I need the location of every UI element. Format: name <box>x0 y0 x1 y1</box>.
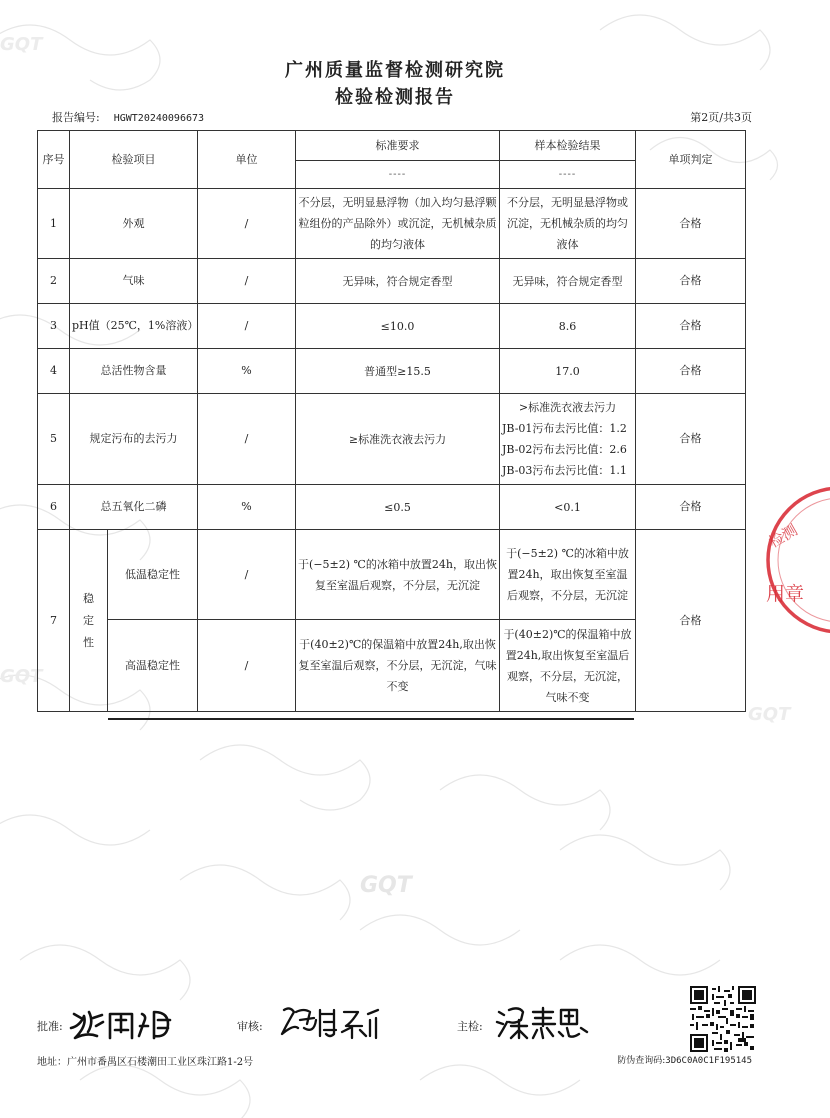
table-row <box>38 530 746 620</box>
header-unit: 单位 <box>198 131 296 189</box>
verify-code: 3D6C0A0C1F195145 <box>665 1056 752 1066</box>
row-group-stability: 稳定性 <box>70 530 108 712</box>
row-no: 1 <box>38 189 70 259</box>
row-standard: 于(40±2)℃的保温箱中放置24h,取出恢复至室温后观察，不分层，无沉淀，气味不变 <box>296 620 500 712</box>
row-unit: / <box>198 259 296 304</box>
row-standard: 无异味，符合规定香型 <box>296 259 500 304</box>
row-standard: 普通型≥15.5 <box>296 349 500 394</box>
row-verdict: 合格 <box>636 259 746 304</box>
row-result: 8.6 <box>500 304 636 349</box>
row-standard: ≥标准洗衣液去污力 <box>296 394 500 485</box>
qr-code-icon <box>690 986 756 1052</box>
gqt-watermark-logo: GQT <box>360 873 412 898</box>
row-verdict: 合格 <box>636 304 746 349</box>
row-no: 3 <box>38 304 70 349</box>
row-verdict: 合格 <box>636 485 746 530</box>
table-row <box>38 394 746 485</box>
svg-text:用章: 用章 <box>766 583 805 605</box>
official-seal-stamp <box>760 480 830 640</box>
table-row <box>38 304 746 349</box>
row-no: 5 <box>38 394 70 485</box>
row-item: 总活性物含量 <box>70 349 198 394</box>
svg-text:GQT: GQT <box>0 666 43 687</box>
row-verdict: 合格 <box>636 394 746 485</box>
header-item: 检验项目 <box>70 131 198 189</box>
row-result: 于(−5±2) ℃的冰箱中放置24h，取出恢复至室温后观察，不分层，无沉淀 <box>500 530 636 620</box>
row-unit: / <box>198 304 296 349</box>
row-item: 低温稳定性 <box>108 530 198 620</box>
row-unit: / <box>198 530 296 620</box>
row-result: 于(40±2)℃的保温箱中放置24h,取出恢复至室温后观察，不分层，无沉淀，气味不变 <box>500 620 636 712</box>
inspection-results-table <box>37 130 746 712</box>
reviewer-signature <box>278 1000 388 1042</box>
report-title: 检验检测报告 <box>335 87 455 108</box>
table-row <box>38 259 746 304</box>
row-standard: 不分层，无明显悬浮物（加入均匀悬浮颗粒组份的产品除外）或沉淀，无机械杂质的均匀液体 <box>296 189 500 259</box>
row-result <box>500 394 636 485</box>
row-unit: / <box>198 394 296 485</box>
review-label: 审核: <box>237 1020 263 1033</box>
row-verdict: 合格 <box>636 530 746 712</box>
row-verdict: 合格 <box>636 189 746 259</box>
row-item: 高温稳定性 <box>108 620 198 712</box>
row-unit: / <box>198 189 296 259</box>
header-verdict: 单项判定 <box>636 131 746 189</box>
result-line: JB-01污布去污比值：1.2 <box>502 422 627 435</box>
header-no: 序号 <box>38 131 70 189</box>
result-line: JB-02污布去污比值：2.6 <box>502 443 627 456</box>
address: 地址：广州市番禺区石楼潮田工业区珠江路1-2号 <box>37 1057 254 1068</box>
page-info: 第2页/共3页 <box>690 111 752 124</box>
header-standard-dash: ---- <box>296 161 500 189</box>
table-row <box>38 485 746 530</box>
row-item: 规定污布的去污力 <box>70 394 198 485</box>
org-name-heading: 广州质量监督检测研究院 <box>285 60 505 81</box>
row-standard: 于(−5±2) ℃的冰箱中放置24h，取出恢复至室温后观察，不分层，无沉淀 <box>296 530 500 620</box>
row-standard: ≤0.5 <box>296 485 500 530</box>
row-result: 17.0 <box>500 349 636 394</box>
row-no: 2 <box>38 259 70 304</box>
table-row <box>38 189 746 259</box>
result-line: >标准洗衣液去污力 <box>518 401 617 414</box>
row-result: 无异味，符合规定香型 <box>500 259 636 304</box>
svg-text:GQT: GQT <box>0 34 43 55</box>
inspector-signature <box>495 1002 595 1042</box>
header-standard: 标准要求 <box>296 131 500 161</box>
header-result: 样本检验结果 <box>500 131 636 161</box>
report-number-label: 报告编号: <box>52 111 100 124</box>
row-result: <0.1 <box>500 485 636 530</box>
result-line: JB-03污布去污比值：1.1 <box>502 464 627 477</box>
report-number <box>52 109 204 125</box>
row-unit: % <box>198 349 296 394</box>
row-result: 不分层，无明显悬浮物或沉淀，无机械杂质的均匀液体 <box>500 189 636 259</box>
approver-signature <box>68 1002 183 1044</box>
row-no: 7 <box>38 530 70 712</box>
table-row <box>38 349 746 394</box>
row-verdict: 合格 <box>636 349 746 394</box>
row-item: pH值（25℃，1%溶液） <box>70 304 198 349</box>
row-no: 4 <box>38 349 70 394</box>
row-item: 总五氧化二磷 <box>70 485 198 530</box>
verify-label: 防伪查询码: <box>617 1056 666 1066</box>
report-number-value: HGWT20240096673 <box>113 113 205 124</box>
svg-text:检测: 检测 <box>765 520 801 552</box>
header-result-dash: ---- <box>500 161 636 189</box>
table-end-line <box>108 718 634 720</box>
svg-text:GQT: GQT <box>748 704 791 725</box>
test-label: 主检: <box>457 1020 483 1033</box>
row-item: 气味 <box>70 259 198 304</box>
row-unit: % <box>198 485 296 530</box>
row-item: 外观 <box>70 189 198 259</box>
row-standard: ≤10.0 <box>296 304 500 349</box>
approve-label: 批准: <box>37 1020 63 1033</box>
row-unit: / <box>198 620 296 712</box>
row-no: 6 <box>38 485 70 530</box>
anti-counterfeit-code <box>617 1053 752 1066</box>
